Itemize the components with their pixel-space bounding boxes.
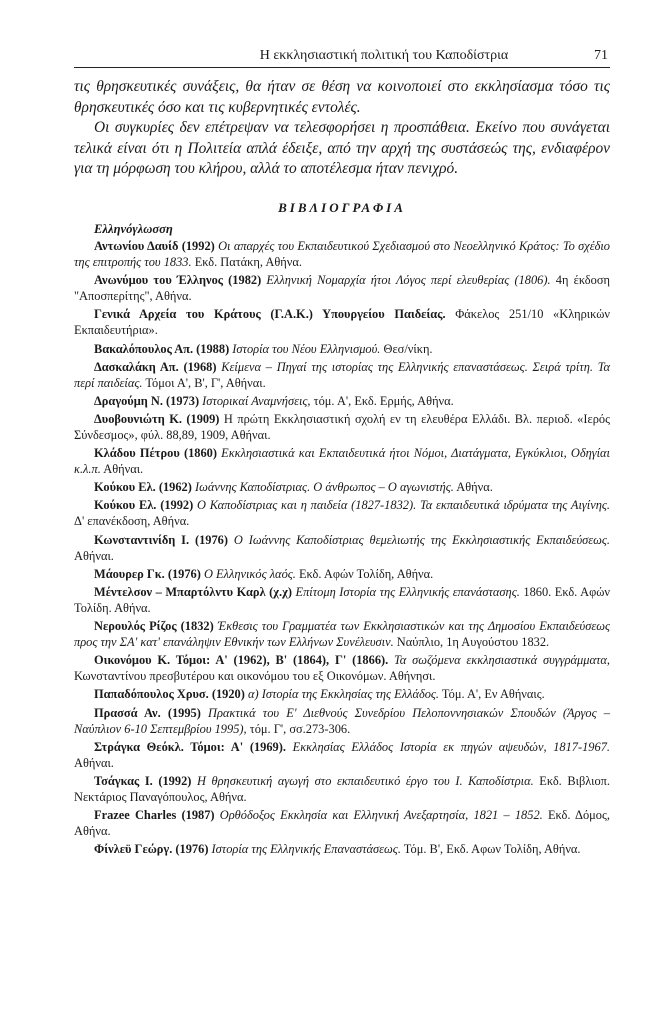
entry-work: Τα σωζόμενα εκκλησιαστικά συγγράμματα, [388,653,610,668]
entry-work: Ο Καποδίστριας και η παιδεία (1827-1832). Τα εκπαιδευτικά ιδρύματα της Αιγίνης. [193,498,610,513]
bibliography-entry [74,359,610,391]
bibliography-entry [74,532,610,564]
bibliography-entry [74,479,610,495]
entry-author: Φίνλεϋ Γεώργ. (1976) [94,842,209,857]
bibliography-entry [74,841,610,857]
entry-author: Κωνσταντινίδη Ι. (1976) [94,532,229,547]
entry-rest: Εκδ. Βιβλιοπ. Νεκτάριος Παναγόπουλος, Αθήνα. [74,773,610,804]
bibliography-entry [74,393,610,409]
entry-rest: Τόμοι Α', Β', Γ', Αθήναι. [142,375,266,390]
bibliography-entry [74,705,610,737]
body-text [74,77,610,180]
entry-rest: 4η έκδοση "Αποσπερίτης", Αθήνα. [74,273,610,304]
entry-work: Ο Ελληνικός λαός. [200,566,296,581]
entry-rest: Τόμ. Β', Εκδ. Αφων Τολίδη, Αθήνα. [400,842,581,857]
entry-author: Κούκου Ελ. (1992) [94,498,194,513]
entry-author: Δασκαλάκη Απ. (1968) [94,359,217,374]
entry-work: Εκκλησίας Ελλάδος Ιστορία εκ πηγών αψευδών, 1817-1967. [285,739,610,754]
bibliography-entry [74,773,610,805]
entry-work: Έκθεσις του Γραμματέα των Εκκλησιαστικών και της Δημοσίου Εκπαιδεύσεως προς την ΣΑ' κατ' επανάληψιν Εθνικήν των Ελλήνων Συνέλευσιν. [74,619,610,650]
entry-work: Κείμενα – Πηγαί της ιστορίας της Ελληνικής επαναστάσεως. Σειρά τρίτη. Τα περί παιδείας. [74,359,610,390]
paragraph: Οι συγκυρίες δεν επέτρεψαν να τελεσφορήσει η προσπάθεια. Εκείνο που συνάγεται τελικά είναι ότι η Πολιτεία απλά έδειξε, από την αρχή της συστάσεώς της, ενδιαφέρον για τη μόρφωση του κλήρου, αλλά το αποτέλεσμα ήταν πενιχρό. [74,119,610,178]
entry-work: α) Ιστορία της Εκκλησίας της Ελλάδος. [244,687,440,702]
entry-author: Αντωνίου Δαυίδ (1992) [94,238,215,253]
entry-author: Νερουλός Ρίζος (1832) [94,619,214,634]
entry-rest: 1860. Εκδ. Αφών Τολίδη. Αθήνα. [74,584,610,615]
entry-author: Δυοβουνιώτη Κ. (1909) [94,411,220,426]
bibliography-title: ΒΙΒΛΙΟΓΡΑΦΙΑ [278,199,406,215]
entry-rest: Εκδ. Πατάκη, Αθήνα. [191,255,302,270]
entry-author: Οικονόμου Κ. Τόμοι: Α' (1962), Β' (1864), Γ' (1866). [94,653,389,668]
entry-work: Ιστορία της Ελληνικής Επαναστάσεως. [208,842,401,857]
entry-work: Επίτομη Ιστορία της Ελληνικής επανάστασης. [291,584,520,599]
bibliography-entry [74,652,610,684]
paragraph: τις θρησκευτικές συνάξεις, θα ήταν σε θέση να κοινοποιεί στο εκκλησίασμα τόσο τις θρησκευτικές όσο και τις κυβερνητικές εντολές. [74,78,610,116]
entry-rest: Αθήναι. [100,462,144,477]
entry-work: Ιστορικαί Αναμνήσεις, [199,393,311,408]
entry-author: Κλάδου Πέτρου (1860) [94,446,217,461]
bibliography-entry [74,341,610,357]
entry-rest: Φάκελος 251/10 «Κληρικών Εκπαιδευτήρια». [74,307,610,338]
entry-rest: Εκδ. Αφών Τολίδη, Αθήνα. [295,566,434,581]
running-header [74,48,610,68]
entry-rest: Δ' επανέκδοση, Αθήνα. [74,514,190,529]
entry-author: Frazee Charles (1987) [94,808,215,823]
entry-rest: Αθήνα. [453,480,493,495]
entry-rest: Τόμ. Α', Εν Αθήναις. [439,687,545,702]
bibliography-entry [74,807,610,839]
entry-author: Πρασσά Αν. (1995) [94,705,201,720]
entry-work: Ιωάννης Καποδίστριας. Ο άνθρωπος – Ο αγωνιστής. [191,480,454,495]
entry-rest: τόμ. Γ', σσ.273-306. [246,721,351,736]
entry-work: Πρακτικά του Ε' Διεθνούς Συνεδρίου Πελοποννησιακών Σπουδών (Άργος – Ναύπλιον 6-10 Σεπτεμβρίου 1995), [74,705,610,736]
entry-author: Κούκου Ελ. (1962) [94,480,192,495]
entry-author: Στράγκα Θεόκλ. Τόμοι: Α' (1969). [94,739,286,754]
entry-work: Ο Ιωάννης Καποδίστριας θεμελιωτής της Εκκλησιαστικής Εκπαιδεύσεως. [228,532,610,547]
entry-work: Η θρησκευτική αγωγή στο εκπαιδευτικό έργο του Ι. Καποδίστρια. [191,773,534,788]
entry-author: Τσάγκας Ι. (1992) [94,773,192,788]
entry-rest: Κωνσταντίνου πρεσβυτέρου και οικονόμου του εξ Οικονόμων. Αθήνησι. [74,669,436,684]
entry-author: Βακαλόπουλος Απ. (1988) [94,341,230,356]
document-page [74,48,610,859]
entry-work: Εκκλησιαστικά και Εκπαιδευτικά ήτοι Νόμοι, Διατάγματα, Εγκύκλιοι, Οδηγίαι κ.λ.π. [74,446,610,477]
bibliography-entry [74,306,610,338]
bibliography-entry [74,238,610,270]
entry-author: Δραγούμη Ν. (1973) [94,393,200,408]
entry-work: Οι απαρχές του Εκπαιδευτικού Σχεδιασμού στο Νεοελληνικό Κράτος: Το σχέδιο της επιτροπής του 1833. [74,238,610,270]
bibliography-list [74,238,610,857]
bibliography-entry [74,497,610,529]
entry-work: Ελληνική Νομαρχία ήτοι Λόγος περί ελευθερίας (1806). [261,273,551,288]
entry-rest: Αθήναι. [74,755,114,770]
entry-rest: Η πρώτη Εκκλησιαστική σχολή εν τη ελευθέρα Ελλάδι. Βλ. περιοδ. «Ιερός Σύνδεσμος», φύλ. 88,89, 1909, Αθήναι. [74,411,610,442]
bibliography-entry [74,445,610,477]
bibliography-entry [74,566,610,582]
entry-work: Ορθόδοξος Εκκλησία και Ελληνική Ανεξαρτησία, 1821 – 1852. [214,808,543,823]
bibliography-entry [74,739,610,771]
header-title: Η εκκλησιαστική πολιτική του Καποδίστρια [259,48,509,63]
entry-work: Ιστορία του Νέου Ελληνισμού. [229,341,381,356]
bibliography-entry [74,618,610,650]
entry-author: Γενικά Αρχεία του Κράτους (Γ.Α.Κ.) Υπουργείου Παιδείας. [94,307,446,322]
bibliography-entry [74,272,610,304]
entry-author: Παπαδόπουλος Χρυσ. (1920) [94,687,245,702]
bibliography-entry [74,686,610,702]
entry-author: Μάουρερ Γκ. (1976) [94,566,201,581]
entry-rest: τόμ. Α', Εκδ. Ερμής, Αθήνα. [310,393,454,408]
entry-author: Ανωνύμου του Έλληνος (1982) [94,273,262,288]
entry-rest: Ναύπλιο, 1η Αυγούστου 1832. [393,635,550,650]
bibliography-entry [74,584,610,616]
bibliography-subtitle: Ελληνόγλωσση [94,221,173,236]
entry-rest: Εκδ. Δόμος, Αθήνα. [74,808,610,839]
bibliography-entry [74,411,610,443]
entry-author: Μέντελσον – Μπαρτόλντυ Καρλ (χ.χ) [94,584,292,599]
entry-rest: Θεσ/νίκη. [380,341,433,356]
entry-rest: Αθήναι. [74,548,114,563]
page-number: 71 [594,48,608,63]
